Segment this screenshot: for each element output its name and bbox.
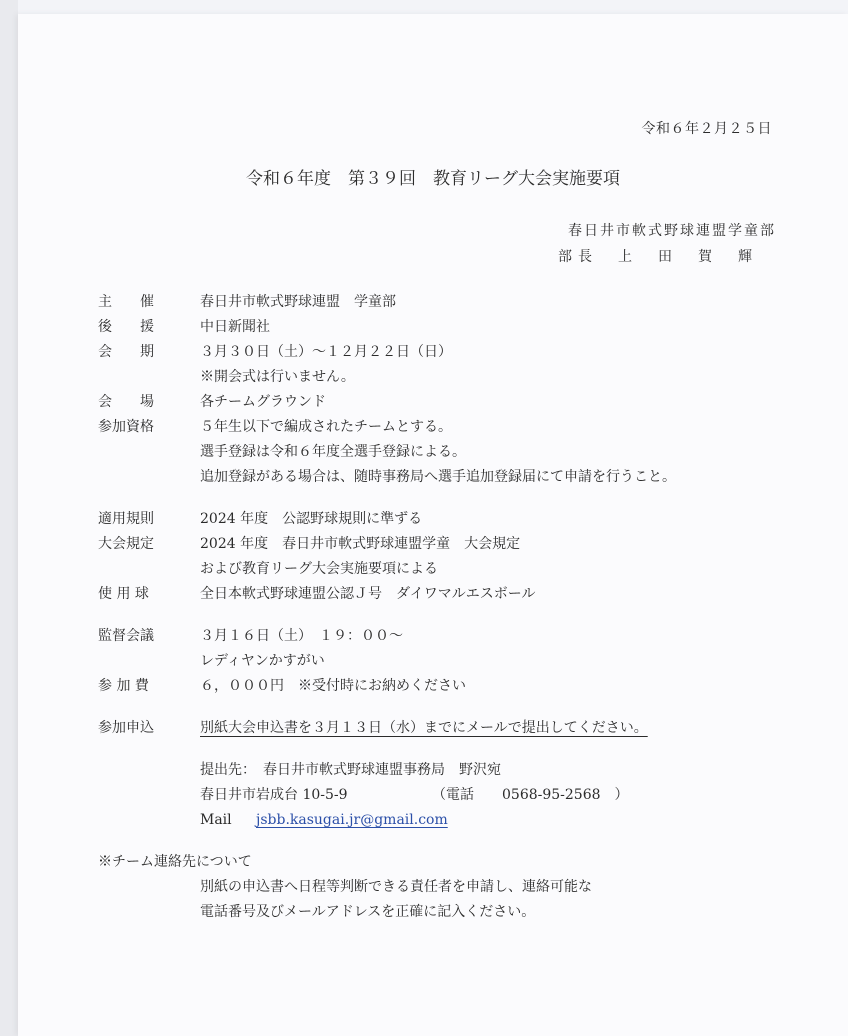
item-label: 会 期 <box>98 344 154 360</box>
item-label: 参加申込 <box>98 720 154 736</box>
document-page <box>18 14 848 1036</box>
item-label: 主 催 <box>98 294 154 310</box>
item-period <box>98 340 798 365</box>
item-value: ３月１６日（土） １９：００〜 <box>200 628 403 644</box>
item-label: 参加資格 <box>98 419 154 435</box>
mail-link[interactable]: jsbb.kasugai.jr@gmail.com <box>256 812 448 828</box>
item-venue <box>98 390 798 415</box>
scan-edge <box>0 0 18 1036</box>
item-managers-meeting-place <box>98 649 798 674</box>
item-label: 適用規則 <box>98 511 154 527</box>
item-value: 2024 年度 春日井市軟式野球連盟学童 大会規定 <box>200 536 521 552</box>
submission-mail-row <box>98 808 798 833</box>
item-value: ※開会式は行いません。 <box>200 369 355 385</box>
submission-address: 春日井市岩成台 10-5-9 <box>200 787 348 803</box>
item-label: 大会規定 <box>98 536 154 552</box>
item-application <box>98 716 798 741</box>
submission-to <box>98 758 798 783</box>
item-rules <box>98 507 798 532</box>
item-label: 監督会議 <box>98 628 154 644</box>
item-value: および教育リーグ大会実施要項による <box>200 561 438 577</box>
item-regulations <box>98 532 798 557</box>
item-period-note <box>98 365 798 390</box>
item-value: 選手登録は令和６年度全選手登録による。 <box>200 444 466 460</box>
item-value: 春日井市軟式野球連盟 学童部 <box>200 294 396 310</box>
item-label: 参 加 費 <box>98 678 149 694</box>
item-label: 後 援 <box>98 319 154 335</box>
item-eligibility-line <box>98 465 798 490</box>
note-text: 電話番号及びメールアドレスを正確に記入ください。 <box>200 904 536 920</box>
item-fee <box>98 674 798 699</box>
item-value: 全日本軟式野球連盟公認Ｊ号 ダイワマルエスボール <box>200 586 536 602</box>
submission-address-row <box>98 783 798 808</box>
mail-label: Mail <box>200 812 232 828</box>
item-value: ５年生以下で編成されたチームとする。 <box>200 419 452 435</box>
item-ball <box>98 582 798 607</box>
note-heading: ※チーム連絡先について <box>98 854 252 870</box>
submission-recipient: 提出先： 春日井市軟式野球連盟事務局 野沢宛 <box>200 762 501 778</box>
department-chief: 部長 上 田 賀 輝 <box>558 249 758 265</box>
item-value: 追加登録がある場合は、随時事務局へ選手追加登録届にて申請を行うこと。 <box>200 469 676 485</box>
issue-date: 令和６年２月２５日 <box>641 121 772 137</box>
note-line <box>98 875 798 900</box>
item-value: 各チームグラウンド <box>200 394 326 410</box>
item-organizer <box>98 290 798 315</box>
item-value: ３月３０日（土）〜１２月２２日（日） <box>200 344 452 360</box>
issuing-organization: 春日井市軟式野球連盟学童部 <box>568 223 776 239</box>
note-text: 別紙の申込書へ日程等判断できる責任者を申請し、連絡可能な <box>200 879 592 895</box>
item-value: 別紙大会申込書を３月１３日（水）までにメールで提出してください。 <box>200 720 648 736</box>
item-value: 2024 年度 公認野球規則に準ずる <box>200 511 423 527</box>
note-heading-row <box>98 850 798 875</box>
submission-phone: （電話 0568-95-2568 ） <box>432 787 629 803</box>
details-list <box>98 290 798 925</box>
item-value: ６，０００円 ※受付時にお納めください <box>200 678 466 694</box>
item-sponsor <box>98 315 798 340</box>
document-title: 令和６年度 第３９回 教育リーグ大会実施要項 <box>246 169 620 189</box>
item-label: 使 用 球 <box>98 586 149 602</box>
item-eligibility-line <box>98 440 798 465</box>
item-value: 中日新聞社 <box>200 319 270 335</box>
item-managers-meeting <box>98 624 798 649</box>
item-label: 会 場 <box>98 394 154 410</box>
note-line <box>98 900 798 925</box>
item-regulations-line <box>98 557 798 582</box>
item-value: レディヤンかすがい <box>200 653 325 669</box>
item-eligibility <box>98 415 798 440</box>
